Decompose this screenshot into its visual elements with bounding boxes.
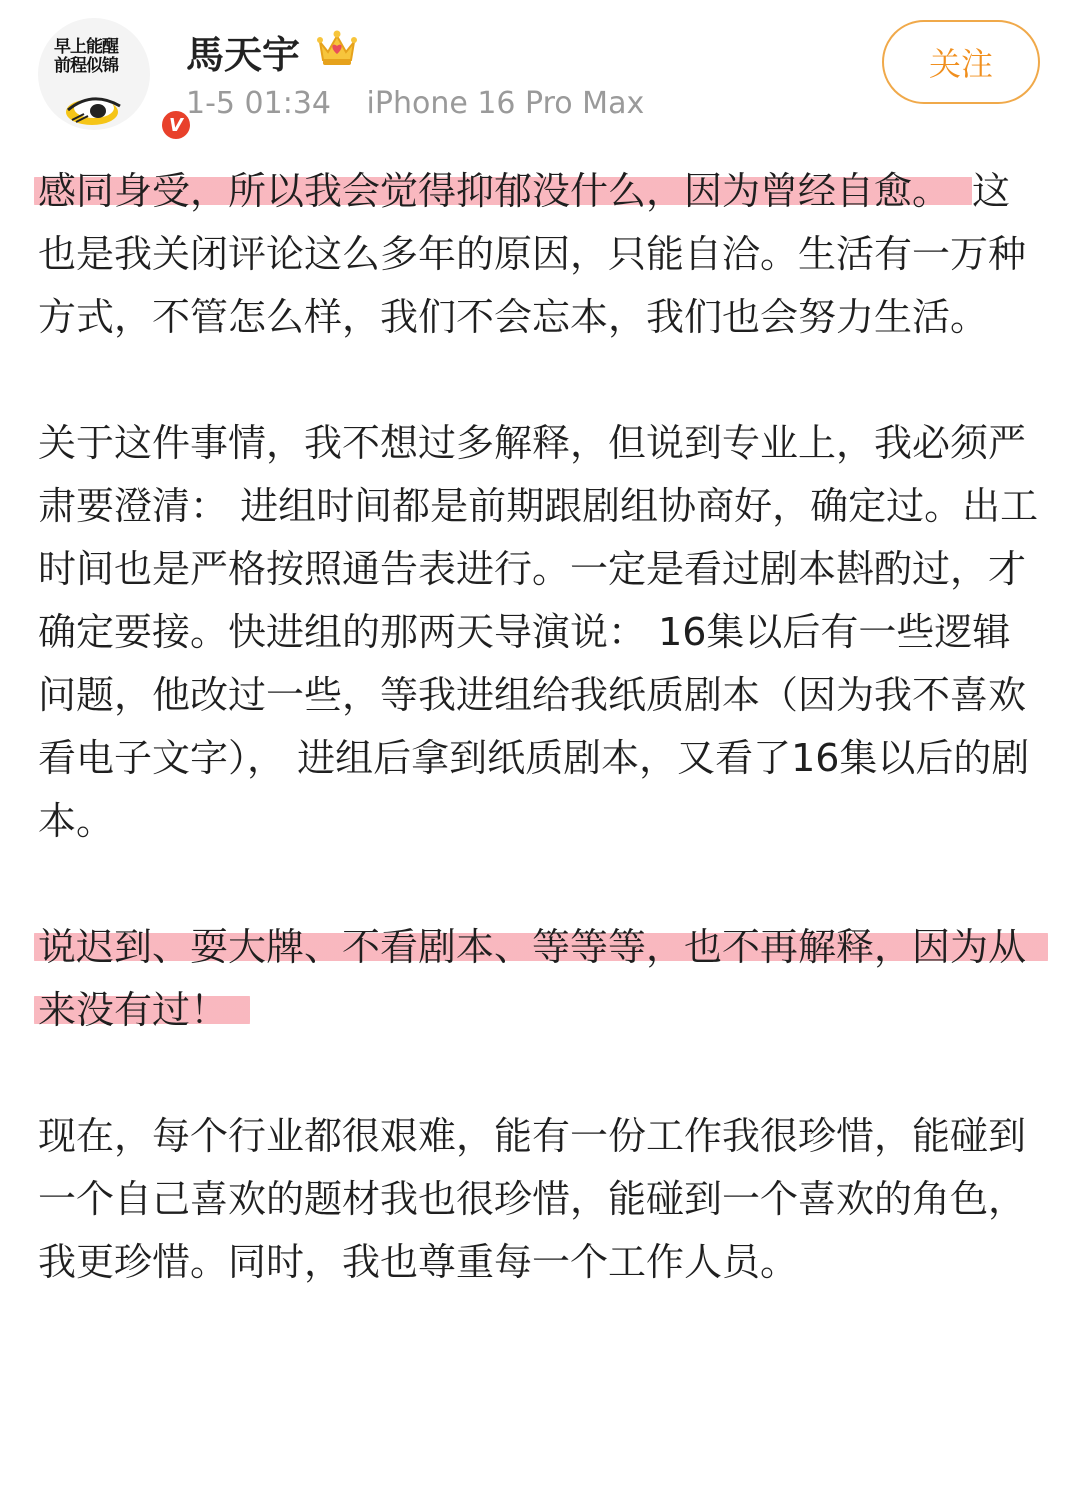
crown-icon — [316, 28, 358, 68]
avatar-caption — [46, 38, 126, 76]
highlighted-text-1: 感同身受，所以我会觉得抑郁没什么，因为曾经自愈。 — [34, 169, 972, 213]
post-paragraph-1 — [38, 160, 1048, 349]
follow-button[interactable]: 关注 — [882, 20, 1040, 104]
post-paragraph-2: 关于这件事情，我不想过多解释，但说到专业上，我必须严肃要澄清： 进组时间都是前期跟剧组协商好，确定过。出工时间也是严格按照通告表进行。一定是看过剧本斟酌过，才确定要接。快进组的那两天导演说： 16集以后有一些逻辑问题，他改过一些，等我进组给我纸质剧本（因为我不喜欢看电子文字）， 进组后拿到纸质剧本，又看了16集以后的剧本。 — [38, 421, 1039, 843]
highlighted-text-2: 说迟到、耍大牌、不看剧本、等等等，也不再解释，因为从来没有过！ — [34, 925, 1048, 1032]
username[interactable]: 馬天宇 — [186, 33, 301, 77]
paragraph-1-text: 这也是我关闭评论这么多年的原因，只能自洽。生活有一万种方式，不管怎么样，我们不会忘本，我们也会努力生活。 — [38, 169, 1027, 339]
avatar-caption-line2: 前程似锦 — [54, 56, 118, 76]
avatar[interactable] — [38, 18, 183, 136]
post-device: iPhone 16 Pro Max — [366, 86, 645, 121]
post-timestamp: 1-5 01:34 — [186, 86, 331, 121]
avatar-caption-line1: 早上能醒 — [54, 37, 118, 57]
verified-badge-icon: V — [159, 108, 193, 142]
post-body — [38, 160, 1048, 1294]
post-paragraph-3 — [38, 916, 1048, 1042]
post-paragraph-4: 现在，每个行业都很艰难，能有一份工作我很珍惜，能碰到一个自己喜欢的题材我也很珍惜，能碰到一个喜欢的角色，我更珍惜。同时，我也尊重每一个工作人员。 — [38, 1114, 1027, 1284]
avatar-cartoon-icon — [62, 84, 134, 126]
post-meta — [186, 86, 670, 121]
